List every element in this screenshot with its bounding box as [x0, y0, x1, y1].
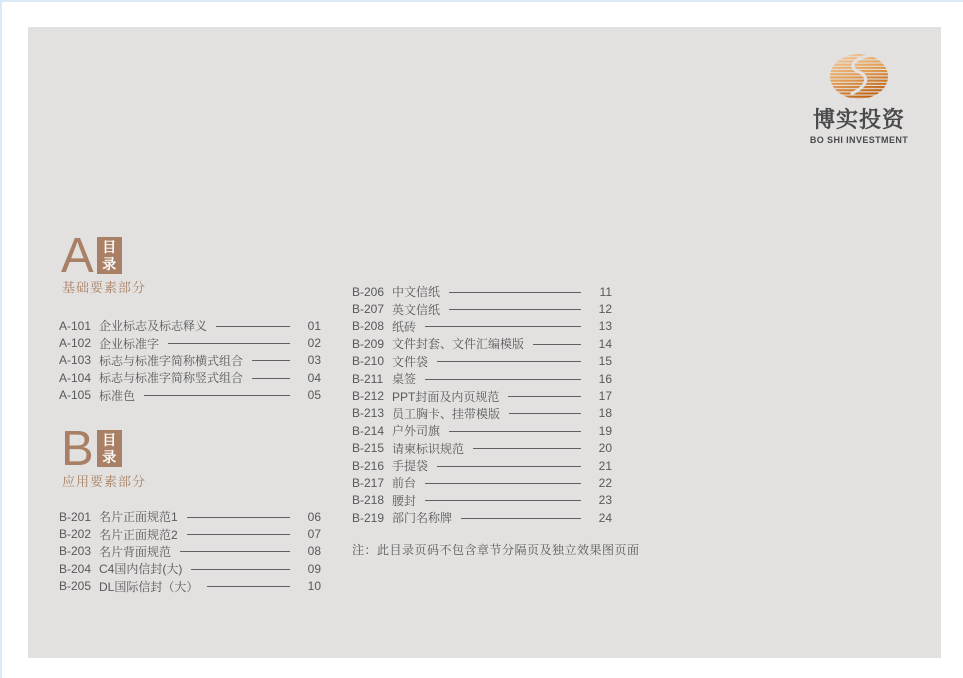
toc-item-title: 户外司旗: [392, 424, 441, 439]
toc-row: [59, 387, 321, 404]
leader-line: [533, 344, 581, 345]
toc-item-page: 12: [598, 302, 612, 317]
toc-row: [59, 508, 321, 525]
toc-item-title: PPT封面及内页规范: [392, 389, 500, 404]
toc-item-title: 请柬标识规范: [392, 441, 465, 456]
toc-item-title: 文件袋: [392, 354, 429, 369]
leader-line: [508, 396, 581, 397]
toc-item-page: 23: [598, 493, 612, 508]
toc-item-code: B-211: [352, 371, 384, 386]
section-a-header: [61, 229, 122, 283]
leader-line: [425, 500, 581, 501]
toc-item-title: 手提袋: [392, 459, 429, 474]
toc-item-code: B-205: [59, 579, 92, 594]
leader-line: [509, 413, 581, 414]
logo-name-en: BO SHI INVESTMENT: [809, 135, 909, 145]
toc-row: [352, 405, 612, 422]
toc-row: [352, 457, 612, 474]
toc-item-code: B-202: [59, 527, 92, 542]
toc-page: [28, 27, 941, 658]
section-a-letter: A: [61, 229, 94, 283]
toc-row: [59, 352, 321, 369]
toc-item-title: 企业标准字: [99, 336, 160, 351]
toc-item-code: A-104: [59, 370, 92, 385]
toc-row: [59, 317, 321, 334]
leader-line: [180, 551, 290, 552]
toc-item-code: B-207: [352, 302, 385, 317]
leader-line: [207, 586, 290, 587]
toc-item-page: 13: [598, 319, 612, 334]
toc-item-page: 07: [307, 527, 321, 542]
toc-item-page: 01: [307, 318, 321, 333]
leader-line: [437, 466, 581, 467]
section-b-toc-list-right: [352, 283, 612, 526]
toc-item-code: B-219: [352, 510, 385, 525]
toc-row: [59, 578, 321, 595]
toc-item-code: B-216: [352, 458, 385, 473]
leader-line: [449, 431, 581, 432]
toc-item-code: A-102: [59, 336, 92, 351]
toc-item-page: 20: [598, 441, 612, 456]
toc-row: [352, 318, 612, 335]
toc-item-code: A-105: [59, 388, 92, 403]
toc-row: [59, 334, 321, 351]
toc-item-title: 前台: [392, 476, 417, 491]
toc-item-title: 部门名称牌: [392, 511, 453, 526]
toc-item-code: B-209: [352, 336, 385, 351]
toc-item-page: 19: [598, 423, 612, 438]
toc-row: [352, 353, 612, 370]
toc-item-code: B-213: [352, 406, 385, 421]
toc-item-title: C4国内信封(大): [99, 562, 183, 577]
toc-label-char-bottom: 录: [102, 448, 117, 465]
toc-item-code: B-208: [352, 319, 385, 334]
leader-line: [187, 517, 290, 518]
toc-item-page: 18: [598, 406, 612, 421]
leader-line: [216, 326, 290, 327]
frame-edge-left: [0, 0, 2, 678]
toc-item-page: 11: [599, 284, 612, 299]
toc-label-char-top: 目: [102, 431, 117, 448]
leader-line: [449, 309, 581, 310]
toc-item-title: 标志与标准字简称横式组合: [99, 353, 244, 368]
toc-item-title: DL国际信封（大）: [99, 579, 199, 594]
toc-item-code: B-212: [352, 389, 385, 404]
leader-line: [437, 361, 581, 362]
toc-item-title: 员工胸卡、挂带模版: [392, 406, 501, 421]
section-a-toc-list: [59, 317, 321, 404]
toc-item-page: 09: [307, 561, 321, 576]
toc-item-title: 英文信纸: [392, 302, 441, 317]
toc-item-code: A-103: [59, 353, 92, 368]
leader-line: [425, 326, 581, 327]
toc-item-title: 桌签: [392, 372, 417, 387]
toc-row: [59, 560, 321, 577]
leader-line: [449, 292, 581, 293]
toc-row: [352, 474, 612, 491]
brand-logo: [808, 54, 910, 145]
toc-item-page: 17: [598, 389, 612, 404]
toc-item-page: 16: [598, 371, 612, 386]
toc-row: [352, 440, 612, 457]
toc-row: [352, 370, 612, 387]
section-b-subtitle: 应用要素部分: [62, 474, 147, 489]
toc-label-char-top: 目: [102, 238, 117, 255]
toc-item-title: 中文信纸: [392, 285, 441, 300]
toc-item-code: B-204: [59, 561, 92, 576]
toc-item-title: 腰封: [392, 493, 417, 508]
toc-item-title: 名片正面规范1: [99, 510, 178, 525]
toc-item-title: 文件封套、文件汇编模版: [392, 337, 525, 352]
toc-row: [352, 300, 612, 317]
toc-item-page: 15: [598, 354, 612, 369]
footnote: 注：此目录页码不包含章节分隔页及独立效果图页面: [352, 543, 640, 557]
toc-row: [352, 387, 612, 404]
toc-item-page: 03: [307, 353, 321, 368]
toc-item-page: 14: [598, 336, 612, 351]
section-a-subtitle: 基础要素部分: [62, 280, 147, 295]
leader-line: [425, 483, 581, 484]
toc-item-title: 标准色: [99, 388, 136, 403]
leader-line: [425, 379, 581, 380]
frame-edge-top: [0, 0, 963, 2]
toc-item-title: 纸砖: [392, 319, 417, 334]
toc-item-page: 24: [598, 510, 612, 525]
leader-line: [252, 360, 290, 361]
toc-row: [352, 509, 612, 526]
toc-item-title: 标志与标准字简称竖式组合: [99, 371, 244, 386]
toc-row: [59, 525, 321, 542]
toc-item-code: B-215: [352, 441, 385, 456]
logo-name-cn: 博实投资: [812, 107, 905, 132]
section-b-toc-label-box: [97, 430, 122, 467]
leader-line: [144, 395, 290, 396]
toc-item-code: B-218: [352, 493, 385, 508]
toc-row: [59, 369, 321, 386]
leader-line: [191, 569, 290, 570]
toc-item-page: 06: [307, 509, 321, 524]
toc-item-page: 10: [307, 579, 321, 594]
toc-item-code: B-206: [352, 284, 385, 299]
toc-item-page: 21: [598, 458, 612, 473]
leader-line: [168, 343, 290, 344]
toc-item-code: A-101: [59, 318, 92, 333]
toc-item-page: 08: [307, 544, 321, 559]
toc-row: [59, 543, 321, 560]
toc-row: [352, 422, 612, 439]
toc-item-page: 04: [307, 370, 321, 385]
leader-line: [461, 518, 581, 519]
toc-item-title: 名片背面规范: [99, 544, 172, 559]
toc-item-code: B-201: [59, 509, 92, 524]
toc-item-code: B-203: [59, 544, 92, 559]
toc-item-page: 22: [598, 475, 612, 490]
leader-line: [187, 534, 290, 535]
section-b-toc-list-left: [59, 508, 321, 595]
section-b-letter: B: [61, 422, 94, 476]
toc-row: [352, 283, 612, 300]
toc-row: [352, 492, 612, 509]
toc-item-code: B-214: [352, 423, 385, 438]
leader-line: [473, 448, 581, 449]
toc-item-page: 05: [307, 388, 321, 403]
toc-row: [352, 335, 612, 352]
leader-line: [252, 378, 290, 379]
section-b-header: [61, 422, 122, 476]
toc-item-title: 名片正面规范2: [99, 527, 178, 542]
toc-item-code: B-217: [352, 475, 385, 490]
toc-item-title: 企业标志及标志释义: [99, 319, 208, 334]
toc-item-code: B-210: [352, 354, 385, 369]
striped-sphere-icon: [830, 54, 888, 99]
toc-label-char-bottom: 录: [102, 255, 117, 272]
section-a-toc-label-box: [97, 237, 122, 274]
toc-item-page: 02: [307, 336, 321, 351]
